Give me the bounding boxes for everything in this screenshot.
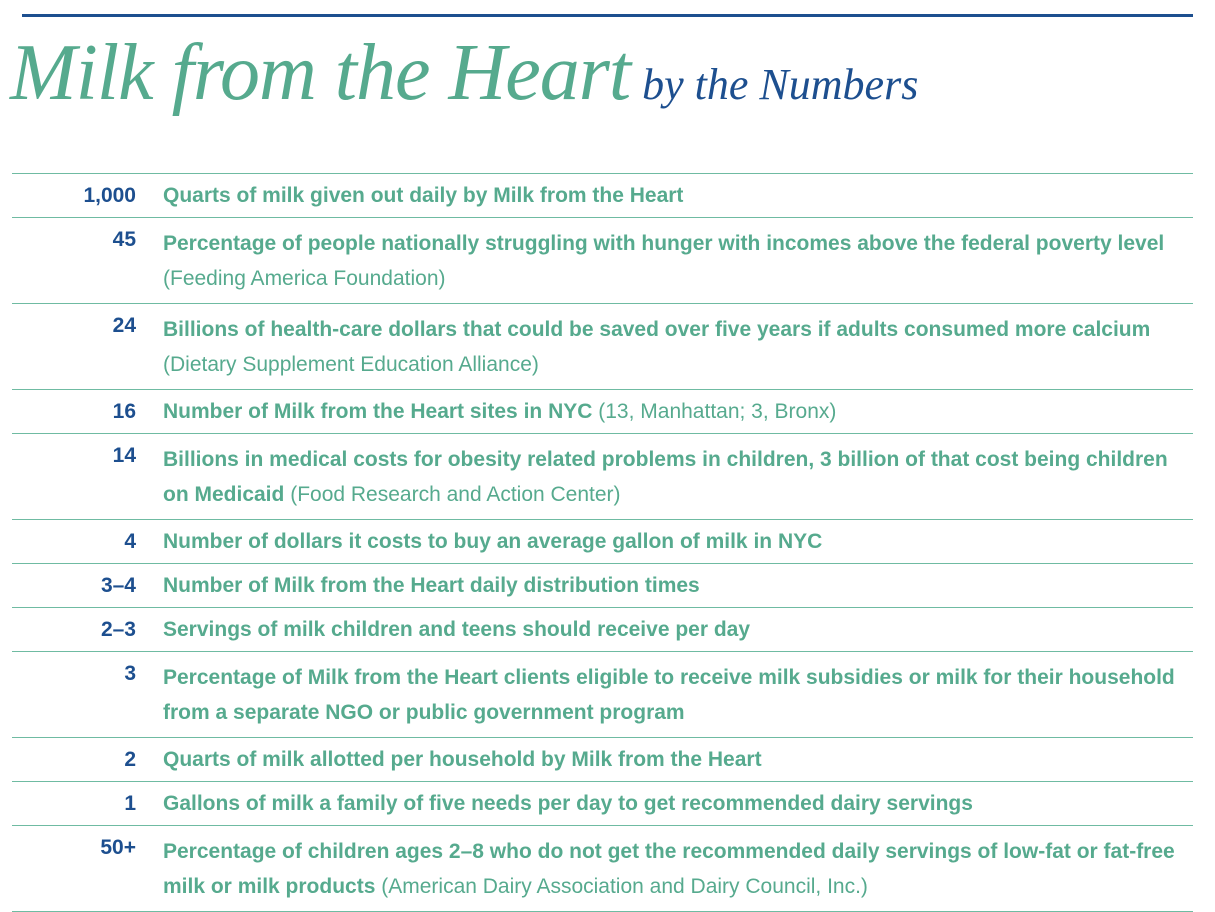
stat-description: [163, 442, 1193, 512]
stat-source: (Dietary Supplement Education Alliance): [163, 353, 539, 376]
stat-source: (Feeding America Foundation): [163, 267, 446, 290]
stat-number: 3–4: [100, 574, 136, 597]
page-title: [10, 28, 918, 119]
stat-text: Number of Milk from the Heart sites in NYC: [163, 400, 593, 423]
stat-description: [163, 746, 1193, 774]
stat-number: 14: [112, 444, 136, 467]
stat-text: Quarts of milk given out daily by Milk from the Heart: [163, 184, 684, 207]
stat-row: [12, 564, 1193, 608]
title-main: Milk from the Heart: [10, 29, 631, 117]
stat-text: Billions of health-care dollars that could be saved over five years if adults consumed more calcium: [163, 318, 1151, 341]
stat-description: [163, 312, 1193, 382]
stat-text: Number of Milk from the Heart daily distribution times: [163, 574, 700, 597]
stat-source: (American Dairy Association and Dairy Council, Inc.): [381, 875, 868, 898]
stat-number: 1: [124, 792, 136, 815]
stat-row: [12, 738, 1193, 782]
stat-text: Percentage of children ages 2–8 who do not get the recommended daily servings of low-fat or fat-free milk or milk products: [163, 840, 1175, 898]
stat-row: [12, 826, 1193, 912]
stat-row: [12, 782, 1193, 826]
stat-description: [163, 660, 1193, 730]
stat-row: [12, 608, 1193, 652]
stat-description: [163, 528, 1193, 556]
stat-row: [12, 434, 1193, 520]
stat-row: [12, 174, 1193, 218]
stat-text: Number of dollars it costs to buy an average gallon of milk in NYC: [163, 530, 823, 553]
stat-text: Billions in medical costs for obesity related problems in children, 3 billion of that cost being children on Medicaid: [163, 448, 1168, 506]
stat-description: [163, 226, 1193, 296]
stat-number: 45: [112, 228, 136, 251]
stat-description: [163, 182, 1193, 210]
stat-source: (Food Research and Action Center): [290, 483, 621, 506]
stat-text: Gallons of milk a family of five needs per day to get recommended dairy servings: [163, 792, 973, 815]
stat-row: [12, 218, 1193, 304]
stat-row: [12, 520, 1193, 564]
stat-number: 16: [112, 400, 136, 423]
stat-number: 24: [112, 314, 136, 337]
stat-number: 4: [124, 530, 136, 553]
stat-row: [12, 304, 1193, 390]
stat-number: 50+: [100, 836, 136, 859]
stat-description: [163, 398, 1193, 426]
stat-source: (13, Manhattan; 3, Bronx): [598, 400, 837, 423]
stat-description: [163, 572, 1193, 600]
stat-text: Percentage of people nationally struggling with hunger with incomes above the federal poverty level: [163, 232, 1165, 255]
title-sub: by the Numbers: [642, 60, 919, 109]
stat-text: Quarts of milk allotted per household by Milk from the Heart: [163, 748, 762, 771]
stat-row: [12, 390, 1193, 434]
stat-number: 2–3: [100, 618, 136, 641]
stat-text: Servings of milk children and teens should receive per day: [163, 618, 751, 641]
top-rule: [22, 14, 1193, 17]
stat-description: [163, 616, 1193, 644]
stat-description: [163, 834, 1193, 904]
stat-number: 1,000: [83, 184, 136, 207]
stats-table: [12, 173, 1193, 912]
stat-number: 3: [124, 662, 136, 685]
stat-number: 2: [124, 748, 136, 771]
stat-row: [12, 652, 1193, 738]
stat-description: [163, 790, 1193, 818]
stat-text: Percentage of Milk from the Heart clients eligible to receive milk subsidies or milk for their household from a separate NGO or public government program: [163, 666, 1175, 724]
